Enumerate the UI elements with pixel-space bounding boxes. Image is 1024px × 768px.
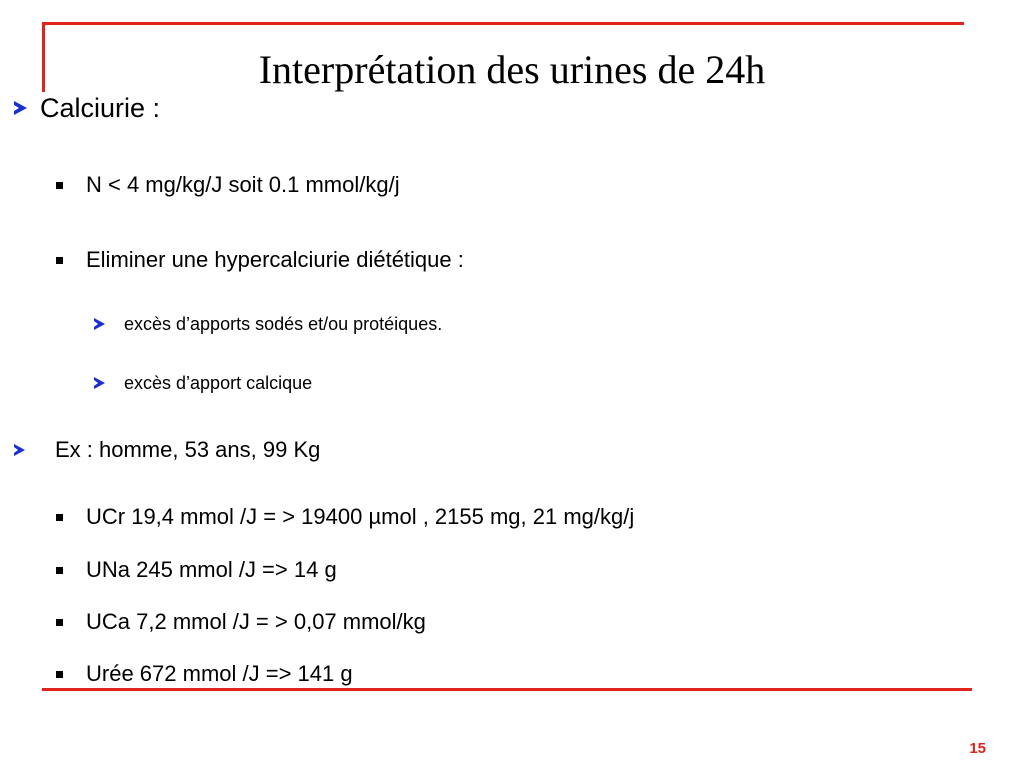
example-item-text: UCr 19,4 mmol /J = > 19400 µmol , 2155 mg, 21 mg/kg/j bbox=[86, 504, 635, 529]
heading-calciurie bbox=[14, 90, 160, 126]
list-item-text: Eliminer une hypercalciurie diététique : bbox=[86, 247, 464, 272]
sub-list-item bbox=[94, 370, 312, 396]
slide-title: Interprétation des urines de 24h bbox=[258, 47, 766, 92]
list-item bbox=[56, 170, 400, 200]
example-item-text: UNa 245 mmol /J => 14 g bbox=[86, 557, 337, 582]
page-number: 15 bbox=[969, 740, 986, 757]
square-bullet-icon bbox=[56, 182, 63, 189]
example-item bbox=[56, 607, 426, 637]
square-bullet-icon bbox=[56, 619, 63, 626]
heading-text: Calciurie : bbox=[40, 92, 161, 123]
sub-list-item-text: excès d’apport calcique bbox=[124, 372, 313, 393]
example-item-text: UCa 7,2 mmol /J = > 0,07 mmol/kg bbox=[86, 609, 426, 634]
example-heading-text: Ex : homme, 53 ans, 99 Kg bbox=[55, 437, 321, 462]
arrow-bullet-icon bbox=[94, 377, 105, 389]
arrow-bullet-icon bbox=[94, 318, 105, 330]
arrow-bullet-icon bbox=[14, 101, 27, 115]
square-bullet-icon bbox=[56, 514, 63, 521]
square-bullet-icon bbox=[56, 567, 63, 574]
square-bullet-icon bbox=[56, 671, 63, 678]
sub-list-item-text: excès d’apports sodés et/ou protéiques. bbox=[124, 313, 443, 334]
arrow-bullet-icon bbox=[14, 444, 25, 456]
list-item bbox=[56, 245, 464, 275]
example-item bbox=[56, 659, 353, 689]
square-bullet-icon bbox=[56, 257, 63, 264]
bottom-red-rule bbox=[42, 688, 972, 691]
sub-list-item bbox=[94, 311, 442, 337]
top-red-rule bbox=[42, 22, 964, 25]
example-item-text: Urée 672 mmol /J => 141 g bbox=[86, 661, 353, 686]
list-item-text: N < 4 mg/kg/J soit 0.1 mmol/kg/j bbox=[86, 172, 400, 197]
example-item bbox=[56, 555, 337, 585]
example-item bbox=[56, 502, 634, 532]
example-heading bbox=[14, 435, 320, 465]
